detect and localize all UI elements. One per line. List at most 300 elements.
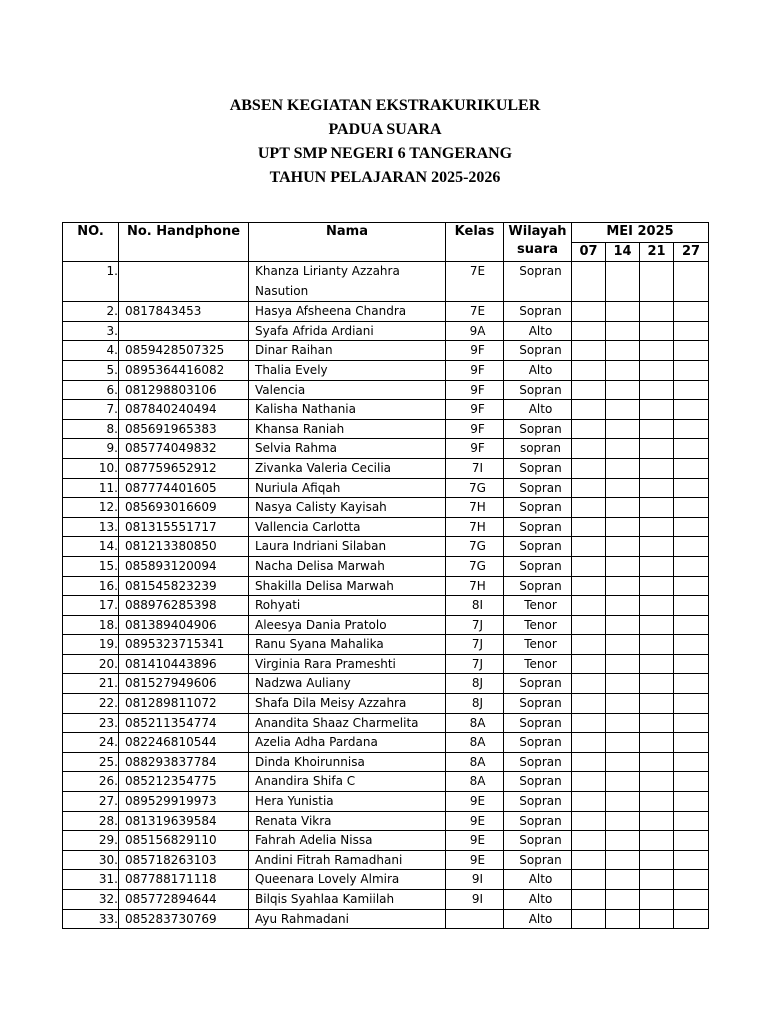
- cell-no: 26.: [63, 772, 119, 792]
- cell-attendance: [606, 556, 640, 576]
- cell-attendance: [606, 674, 640, 694]
- cell-nama: Selvia Rahma: [249, 439, 446, 459]
- cell-attendance: [572, 850, 606, 870]
- cell-attendance: [572, 439, 606, 459]
- table-row: [63, 341, 709, 361]
- cell-attendance: [640, 439, 674, 459]
- cell-wilayah: Tenor: [504, 596, 572, 616]
- cell-attendance: [572, 262, 606, 302]
- cell-handphone: 081213380850: [119, 537, 249, 557]
- cell-attendance: [674, 792, 709, 812]
- cell-handphone: 0895323715341: [119, 635, 249, 655]
- cell-attendance: [606, 772, 640, 792]
- cell-handphone: 085156829110: [119, 831, 249, 851]
- cell-attendance: [674, 615, 709, 635]
- cell-wilayah: Alto: [504, 909, 572, 929]
- cell-attendance: [606, 654, 640, 674]
- cell-attendance: [640, 458, 674, 478]
- cell-wilayah: Alto: [504, 360, 572, 380]
- cell-nama: Zivanka Valeria Cecilia: [249, 458, 446, 478]
- cell-wilayah: Sopran: [504, 733, 572, 753]
- cell-attendance: [606, 341, 640, 361]
- cell-attendance: [640, 302, 674, 322]
- cell-no: 2.: [63, 302, 119, 322]
- cell-kelas: 7J: [446, 654, 504, 674]
- cell-attendance: [606, 360, 640, 380]
- cell-attendance: [572, 811, 606, 831]
- cell-kelas: 9I: [446, 890, 504, 910]
- cell-no: 9.: [63, 439, 119, 459]
- cell-no: 22.: [63, 694, 119, 714]
- cell-kelas: 7I: [446, 458, 504, 478]
- cell-no: 14.: [63, 537, 119, 557]
- cell-attendance: [606, 811, 640, 831]
- cell-attendance: [674, 909, 709, 929]
- table-row: [63, 380, 709, 400]
- cell-attendance: [572, 360, 606, 380]
- cell-handphone: 085212354775: [119, 772, 249, 792]
- cell-wilayah: Sopran: [504, 341, 572, 361]
- cell-nama: Laura Indriani Silaban: [249, 537, 446, 557]
- cell-attendance: [606, 909, 640, 929]
- cell-attendance: [674, 576, 709, 596]
- cell-attendance: [606, 890, 640, 910]
- cell-handphone: 0895364416082: [119, 360, 249, 380]
- cell-attendance: [674, 537, 709, 557]
- cell-nama: Anandira Shifa C: [249, 772, 446, 792]
- cell-attendance: [572, 674, 606, 694]
- table-row: [63, 772, 709, 792]
- cell-wilayah: Tenor: [504, 654, 572, 674]
- header-wilayah-line1: Wilayah: [508, 224, 567, 239]
- cell-attendance: [640, 400, 674, 420]
- cell-attendance: [572, 478, 606, 498]
- cell-attendance: [674, 713, 709, 733]
- cell-attendance: [640, 341, 674, 361]
- cell-attendance: [640, 909, 674, 929]
- cell-attendance: [640, 850, 674, 870]
- cell-attendance: [674, 439, 709, 459]
- cell-attendance: [674, 517, 709, 537]
- attendance-table: [62, 222, 709, 929]
- cell-attendance: [640, 635, 674, 655]
- cell-attendance: [640, 262, 674, 302]
- cell-no: 28.: [63, 811, 119, 831]
- cell-attendance: [572, 694, 606, 714]
- cell-attendance: [640, 870, 674, 890]
- cell-kelas: 9A: [446, 321, 504, 341]
- cell-kelas: 8A: [446, 752, 504, 772]
- table-row: [63, 498, 709, 518]
- cell-no: 8.: [63, 419, 119, 439]
- cell-nama: Hera Yunistia: [249, 792, 446, 812]
- table-row: [63, 321, 709, 341]
- cell-attendance: [606, 380, 640, 400]
- cell-attendance: [674, 635, 709, 655]
- cell-handphone: [119, 262, 249, 302]
- cell-wilayah: Alto: [504, 400, 572, 420]
- cell-nama: Queenara Lovely Almira: [249, 870, 446, 890]
- cell-kelas: 7G: [446, 478, 504, 498]
- cell-attendance: [640, 831, 674, 851]
- title-line-2: PADUA SUARA: [328, 121, 442, 138]
- cell-wilayah: Sopran: [504, 811, 572, 831]
- cell-attendance: [640, 713, 674, 733]
- cell-attendance: [572, 909, 606, 929]
- cell-handphone: 087774401605: [119, 478, 249, 498]
- header-no: NO.: [63, 223, 119, 262]
- table-row: [63, 909, 709, 929]
- cell-handphone: 089529919973: [119, 792, 249, 812]
- table-row: [63, 576, 709, 596]
- cell-nama: Valencia: [249, 380, 446, 400]
- cell-attendance: [674, 380, 709, 400]
- cell-handphone: 085718263103: [119, 850, 249, 870]
- cell-wilayah: Sopran: [504, 850, 572, 870]
- cell-attendance: [640, 811, 674, 831]
- cell-wilayah: Sopran: [504, 262, 572, 302]
- cell-no: 13.: [63, 517, 119, 537]
- cell-nama: Nuriula Afiqah: [249, 478, 446, 498]
- cell-no: 18.: [63, 615, 119, 635]
- cell-attendance: [606, 321, 640, 341]
- cell-kelas: 7G: [446, 537, 504, 557]
- header-month: MEI 2025: [572, 223, 709, 243]
- cell-attendance: [572, 419, 606, 439]
- table-row: [63, 360, 709, 380]
- cell-nama: Dinda Khoirunnisa: [249, 752, 446, 772]
- cell-attendance: [572, 400, 606, 420]
- cell-kelas: 7G: [446, 556, 504, 576]
- cell-attendance: [606, 419, 640, 439]
- cell-attendance: [640, 419, 674, 439]
- cell-wilayah: Sopran: [504, 772, 572, 792]
- cell-wilayah: Sopran: [504, 419, 572, 439]
- cell-handphone: 081289811072: [119, 694, 249, 714]
- cell-kelas: 8A: [446, 713, 504, 733]
- cell-attendance: [674, 556, 709, 576]
- cell-attendance: [572, 654, 606, 674]
- cell-kelas: 7E: [446, 302, 504, 322]
- cell-no: 21.: [63, 674, 119, 694]
- cell-no: 19.: [63, 635, 119, 655]
- cell-attendance: [606, 635, 640, 655]
- cell-nama: Aleesya Dania Pratolo: [249, 615, 446, 635]
- cell-kelas: 8A: [446, 772, 504, 792]
- cell-no: 20.: [63, 654, 119, 674]
- cell-kelas: 8J: [446, 674, 504, 694]
- cell-kelas: 7J: [446, 615, 504, 635]
- table-row: [63, 302, 709, 322]
- cell-attendance: [674, 341, 709, 361]
- header-wilayah-line2: suara: [517, 242, 558, 257]
- cell-attendance: [674, 321, 709, 341]
- cell-attendance: [674, 752, 709, 772]
- cell-handphone: 081527949606: [119, 674, 249, 694]
- cell-attendance: [640, 674, 674, 694]
- cell-nama: Khanza Lirianty Azzahra Nasution: [249, 262, 446, 302]
- cell-handphone: 087788171118: [119, 870, 249, 890]
- cell-attendance: [640, 615, 674, 635]
- cell-attendance: [572, 635, 606, 655]
- cell-handphone: 085691965383: [119, 419, 249, 439]
- cell-attendance: [606, 694, 640, 714]
- cell-wilayah: Sopran: [504, 302, 572, 322]
- cell-kelas: 9F: [446, 400, 504, 420]
- cell-attendance: [674, 262, 709, 302]
- cell-attendance: [674, 733, 709, 753]
- cell-handphone: 085211354774: [119, 713, 249, 733]
- cell-attendance: [640, 498, 674, 518]
- cell-attendance: [674, 831, 709, 851]
- cell-attendance: [572, 713, 606, 733]
- cell-attendance: [640, 478, 674, 498]
- table-row: [63, 654, 709, 674]
- cell-attendance: [640, 890, 674, 910]
- cell-handphone: 081319639584: [119, 811, 249, 831]
- cell-kelas: 9F: [446, 341, 504, 361]
- cell-handphone: 085693016609: [119, 498, 249, 518]
- cell-nama: Vallencia Carlotta: [249, 517, 446, 537]
- cell-no: 32.: [63, 890, 119, 910]
- header-date: 14: [606, 242, 640, 262]
- title-line-1: ABSEN KEGIATAN EKSTRAKURIKULER: [229, 97, 541, 114]
- cell-attendance: [606, 713, 640, 733]
- cell-kelas: 9F: [446, 439, 504, 459]
- cell-attendance: [572, 890, 606, 910]
- table-row: [63, 458, 709, 478]
- cell-nama: Thalia Evely: [249, 360, 446, 380]
- cell-handphone: 0817843453: [119, 302, 249, 322]
- cell-attendance: [674, 694, 709, 714]
- cell-attendance: [640, 360, 674, 380]
- cell-kelas: 7J: [446, 635, 504, 655]
- cell-attendance: [606, 615, 640, 635]
- cell-kelas: 9F: [446, 360, 504, 380]
- cell-kelas: 7E: [446, 262, 504, 302]
- cell-attendance: [606, 870, 640, 890]
- cell-attendance: [674, 890, 709, 910]
- cell-nama: Khansa Raniah: [249, 419, 446, 439]
- cell-attendance: [606, 576, 640, 596]
- cell-attendance: [674, 498, 709, 518]
- cell-attendance: [674, 400, 709, 420]
- cell-no: 15.: [63, 556, 119, 576]
- table-row: [63, 674, 709, 694]
- cell-nama: Hasya Afsheena Chandra: [249, 302, 446, 322]
- cell-attendance: [572, 517, 606, 537]
- cell-wilayah: Sopran: [504, 458, 572, 478]
- cell-kelas: 9F: [446, 419, 504, 439]
- cell-handphone: 085774049832: [119, 439, 249, 459]
- table-row: [63, 694, 709, 714]
- table-row: [63, 635, 709, 655]
- cell-nama: Syafa Afrida Ardiani: [249, 321, 446, 341]
- cell-handphone: 087840240494: [119, 400, 249, 420]
- table-row: [63, 537, 709, 557]
- table-row: [63, 831, 709, 851]
- table-body: [63, 262, 709, 929]
- table-row: [63, 478, 709, 498]
- cell-attendance: [674, 772, 709, 792]
- header-date: 27: [674, 242, 709, 262]
- header-handphone: No. Handphone: [119, 223, 249, 262]
- cell-no: 31.: [63, 870, 119, 890]
- cell-wilayah: Sopran: [504, 498, 572, 518]
- cell-wilayah: Sopran: [504, 556, 572, 576]
- table-row: [63, 733, 709, 753]
- cell-no: 6.: [63, 380, 119, 400]
- cell-no: 30.: [63, 850, 119, 870]
- cell-attendance: [572, 498, 606, 518]
- cell-attendance: [606, 439, 640, 459]
- table-row: [63, 262, 709, 302]
- cell-attendance: [640, 654, 674, 674]
- cell-nama: Renata Vikra: [249, 811, 446, 831]
- cell-kelas: 8J: [446, 694, 504, 714]
- cell-wilayah: Sopran: [504, 694, 572, 714]
- cell-wilayah: Sopran: [504, 576, 572, 596]
- cell-handphone: 081410443896: [119, 654, 249, 674]
- cell-wilayah: Sopran: [504, 517, 572, 537]
- cell-nama: Andini Fitrah Ramadhani: [249, 850, 446, 870]
- table-row: [63, 439, 709, 459]
- cell-attendance: [606, 752, 640, 772]
- table-row: [63, 890, 709, 910]
- cell-attendance: [572, 380, 606, 400]
- cell-attendance: [572, 733, 606, 753]
- cell-attendance: [640, 576, 674, 596]
- cell-handphone: 081545823239: [119, 576, 249, 596]
- cell-wilayah: Tenor: [504, 635, 572, 655]
- cell-attendance: [606, 850, 640, 870]
- cell-no: 16.: [63, 576, 119, 596]
- cell-attendance: [572, 752, 606, 772]
- cell-nama: Anandita Shaaz Charmelita: [249, 713, 446, 733]
- cell-no: 10.: [63, 458, 119, 478]
- cell-nama: Ranu Syana Mahalika: [249, 635, 446, 655]
- table-row: [63, 615, 709, 635]
- cell-attendance: [640, 596, 674, 616]
- cell-kelas: 7H: [446, 576, 504, 596]
- cell-kelas: 7H: [446, 498, 504, 518]
- cell-wilayah: Alto: [504, 321, 572, 341]
- title-line-4: TAHUN PELAJARAN 2025-2026: [269, 169, 501, 186]
- table-row: [63, 752, 709, 772]
- cell-attendance: [606, 537, 640, 557]
- cell-nama: Azelia Adha Pardana: [249, 733, 446, 753]
- cell-no: 4.: [63, 341, 119, 361]
- cell-attendance: [640, 733, 674, 753]
- cell-handphone: 088293837784: [119, 752, 249, 772]
- cell-kelas: 9E: [446, 831, 504, 851]
- cell-wilayah: Sopran: [504, 380, 572, 400]
- cell-attendance: [674, 596, 709, 616]
- title-line-3: UPT SMP NEGERI 6 TANGERANG: [257, 145, 513, 162]
- cell-attendance: [572, 772, 606, 792]
- cell-attendance: [674, 478, 709, 498]
- cell-kelas: 9E: [446, 792, 504, 812]
- cell-kelas: 9E: [446, 811, 504, 831]
- cell-attendance: [572, 302, 606, 322]
- cell-wilayah: Sopran: [504, 831, 572, 851]
- cell-no: 12.: [63, 498, 119, 518]
- cell-nama: Nadzwa Auliany: [249, 674, 446, 694]
- cell-attendance: [640, 321, 674, 341]
- cell-attendance: [572, 596, 606, 616]
- cell-kelas: 9F: [446, 380, 504, 400]
- cell-no: 24.: [63, 733, 119, 753]
- cell-wilayah: Sopran: [504, 537, 572, 557]
- cell-attendance: [640, 752, 674, 772]
- table-row: [63, 596, 709, 616]
- cell-nama: Ayu Rahmadani: [249, 909, 446, 929]
- cell-attendance: [606, 262, 640, 302]
- cell-no: 5.: [63, 360, 119, 380]
- cell-kelas: 9E: [446, 850, 504, 870]
- cell-nama: Rohyati: [249, 596, 446, 616]
- cell-attendance: [606, 498, 640, 518]
- cell-wilayah: Sopran: [504, 478, 572, 498]
- cell-attendance: [640, 772, 674, 792]
- cell-attendance: [606, 733, 640, 753]
- cell-attendance: [674, 870, 709, 890]
- cell-handphone: 085893120094: [119, 556, 249, 576]
- table-row: [63, 400, 709, 420]
- cell-handphone: 0859428507325: [119, 341, 249, 361]
- cell-nama: Nacha Delisa Marwah: [249, 556, 446, 576]
- cell-attendance: [606, 458, 640, 478]
- cell-handphone: 085772894644: [119, 890, 249, 910]
- cell-nama: Bilqis Syahlaa Kamiilah: [249, 890, 446, 910]
- cell-nama: Kalisha Nathania: [249, 400, 446, 420]
- header-wilayah: [504, 223, 572, 262]
- cell-no: 3.: [63, 321, 119, 341]
- cell-no: 23.: [63, 713, 119, 733]
- cell-attendance: [640, 694, 674, 714]
- cell-attendance: [674, 654, 709, 674]
- header-kelas: Kelas: [446, 223, 504, 262]
- cell-attendance: [572, 576, 606, 596]
- cell-nama: Nasya Calisty Kayisah: [249, 498, 446, 518]
- cell-wilayah: Tenor: [504, 615, 572, 635]
- cell-handphone: 081389404906: [119, 615, 249, 635]
- cell-nama: Shafa Dila Meisy Azzahra: [249, 694, 446, 714]
- cell-nama: Dinar Raihan: [249, 341, 446, 361]
- cell-handphone: 088976285398: [119, 596, 249, 616]
- cell-wilayah: Sopran: [504, 752, 572, 772]
- table-row: [63, 556, 709, 576]
- header-date: 07: [572, 242, 606, 262]
- cell-attendance: [606, 517, 640, 537]
- cell-wilayah: Sopran: [504, 792, 572, 812]
- cell-attendance: [674, 419, 709, 439]
- cell-attendance: [606, 302, 640, 322]
- cell-handphone: 081298803106: [119, 380, 249, 400]
- title-block: [0, 94, 768, 190]
- cell-attendance: [674, 360, 709, 380]
- cell-handphone: 081315551717: [119, 517, 249, 537]
- cell-wilayah: Sopran: [504, 674, 572, 694]
- cell-attendance: [674, 811, 709, 831]
- cell-kelas: [446, 909, 504, 929]
- cell-nama: Fahrah Adelia Nissa: [249, 831, 446, 851]
- cell-attendance: [640, 537, 674, 557]
- cell-handphone: 082246810544: [119, 733, 249, 753]
- cell-no: 17.: [63, 596, 119, 616]
- cell-no: 27.: [63, 792, 119, 812]
- cell-wilayah: Alto: [504, 870, 572, 890]
